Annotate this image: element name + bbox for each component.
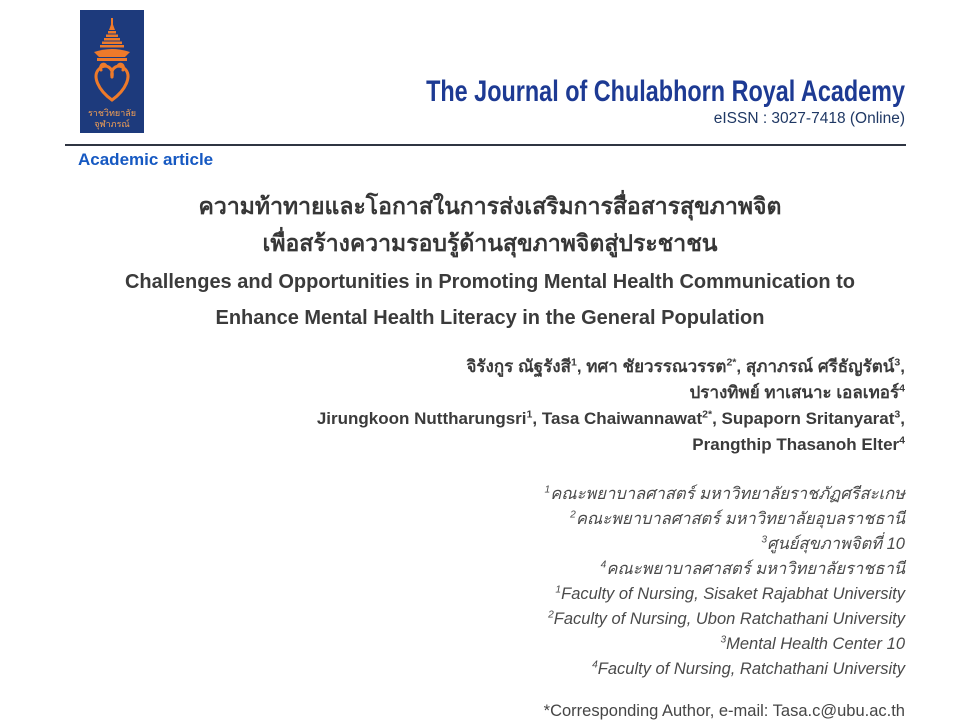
corresponding-author-note: *Corresponding Author, e-mail: Tasa.c@ubu.ac.th	[543, 702, 905, 720]
affiliation-line: $^1$Faculty of Nursing, Sisaket Rajabhat University	[555, 584, 905, 603]
article-type-label: Academic article	[78, 150, 214, 169]
journal-logo	[80, 10, 144, 133]
article-front-matter	[0, 188, 980, 721]
article-title-english-line2: Enhance Mental Health Literacy in the General Population	[215, 307, 765, 329]
journal-title: The Journal of Chulabhorn Royal Academy	[426, 75, 905, 108]
author-affiliation-superscript: 1	[570, 356, 577, 369]
affiliation-line: $^3$Mental Health Center 10	[720, 634, 905, 653]
article-title-thai	[0, 188, 980, 262]
authors-english-line2: Prangthip Thasanoh Elter$^4$	[692, 434, 905, 454]
author-affiliation-superscript: 2*	[726, 356, 737, 369]
article-title-english-line1: Challenges and Opportunities in Promoting Mental Health Communication to	[124, 271, 856, 293]
affiliation-line: $^1$คณะพยาบาลศาสตร์ มหาวิทยาลัยราชภัฏศรีสะเกษ	[544, 484, 905, 503]
header-divider	[65, 144, 906, 146]
logo-text-line1: ราชวิทยาลัย	[87, 108, 137, 118]
affiliation-line: $^2$Faculty of Nursing, Ubon Ratchathani University	[548, 609, 905, 628]
authors-english-line1: Jirungkoon Nuttharungsri$^1$, Tasa Chaiwannawat$^{2*}$, Supaporn Sritanyarat$^3$,	[316, 408, 905, 428]
eissn-label: eISSN : 3027-7418 (Online)	[713, 110, 905, 127]
affiliation-line: $^2$คณะพยาบาลศาสตร์ มหาวิทยาลัยอุบลราชธานี	[570, 509, 905, 528]
article-title-thai-line2: เพื่อสร้างความรอบรู้ด้านสุขภาพจิตสู่ประชาชน	[262, 230, 718, 256]
author-affiliation-superscript: 3	[894, 408, 901, 421]
author-affiliation-superscript: 4	[899, 382, 905, 395]
authors-thai-line2: ปรางทิพย์ ทาเสนาะ เอลเทอร์$^4$	[689, 382, 905, 402]
affiliation-line: $^3$ศูนย์สุขภาพจิตที่ 10	[761, 534, 905, 553]
affiliation-list	[0, 482, 980, 682]
article-title-thai-line1: ความท้าทายและโอกาสในการส่งเสริมการสื่อสารสุขภาพจิต	[198, 193, 782, 219]
logo-text-line2: จุฬาภรณ์	[94, 119, 130, 129]
journal-header	[291, 76, 905, 128]
author-affiliation-superscript: 4	[899, 434, 905, 447]
chulabhorn-emblem-icon	[88, 18, 136, 106]
author-affiliation-superscript: 1	[526, 408, 533, 421]
affiliation-line: $^4$คณะพยาบาลศาสตร์ มหาวิทยาลัยราชธานี	[600, 559, 905, 578]
affiliation-line: $^4$Faculty of Nursing, Ratchathani University	[592, 659, 905, 678]
authors-thai-line1: จิรังกูร ณัฐรังสี$^1$, ทศา ชัยวรรณวรรต$^{2*}$, สุภาภรณ์ ศรีธัญรัตน์$^3$,	[466, 356, 905, 376]
author-list	[0, 354, 980, 458]
article-title-english	[0, 264, 980, 336]
author-affiliation-superscript: 2*	[702, 408, 713, 421]
author-affiliation-superscript: 3	[894, 356, 901, 369]
